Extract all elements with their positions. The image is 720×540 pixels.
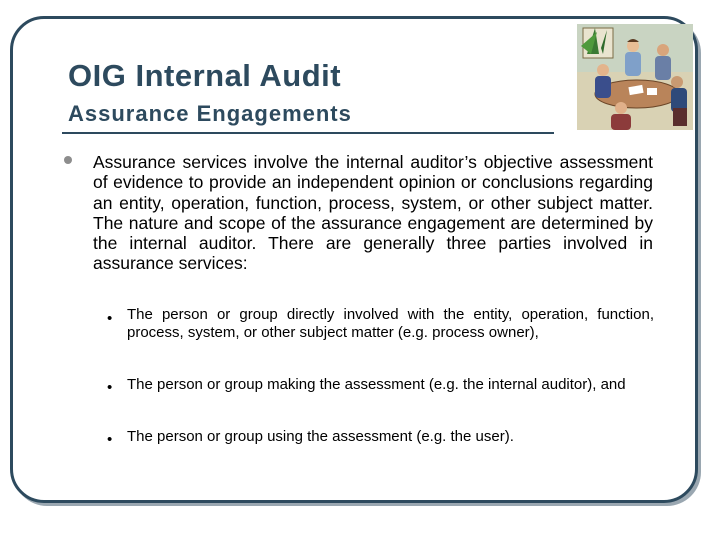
slide-title: OIG Internal Audit bbox=[68, 58, 342, 93]
slide-subtitle: Assurance Engagements bbox=[68, 101, 352, 126]
sub-point-text: The person or group directly involved with the entity, operation, function, process, system, or other subject matter (e.g. process owner), bbox=[127, 306, 654, 341]
main-point-text: Assurance services involve the internal auditor’s objective assessment of evidence to provide an independent opinion or conclusions regarding an entity, operation, function, process, system, or other subject matter. The nature and scope of the assurance engagement are determined by the internal auditor. There are generally three parties involved in assurance services: bbox=[93, 152, 653, 274]
meeting-clipart-icon bbox=[577, 24, 693, 130]
sub-bullet-icon: • bbox=[107, 431, 113, 448]
sub-point-text: The person or group making the assessment (e.g. the internal auditor), and bbox=[127, 376, 626, 393]
sub-point-text: The person or group using the assessment (e.g. the user). bbox=[127, 428, 514, 445]
main-bullet-icon bbox=[64, 156, 72, 164]
sub-bullet-icon: • bbox=[107, 310, 113, 327]
sub-bullet-icon: • bbox=[107, 379, 113, 396]
title-divider bbox=[62, 132, 554, 134]
